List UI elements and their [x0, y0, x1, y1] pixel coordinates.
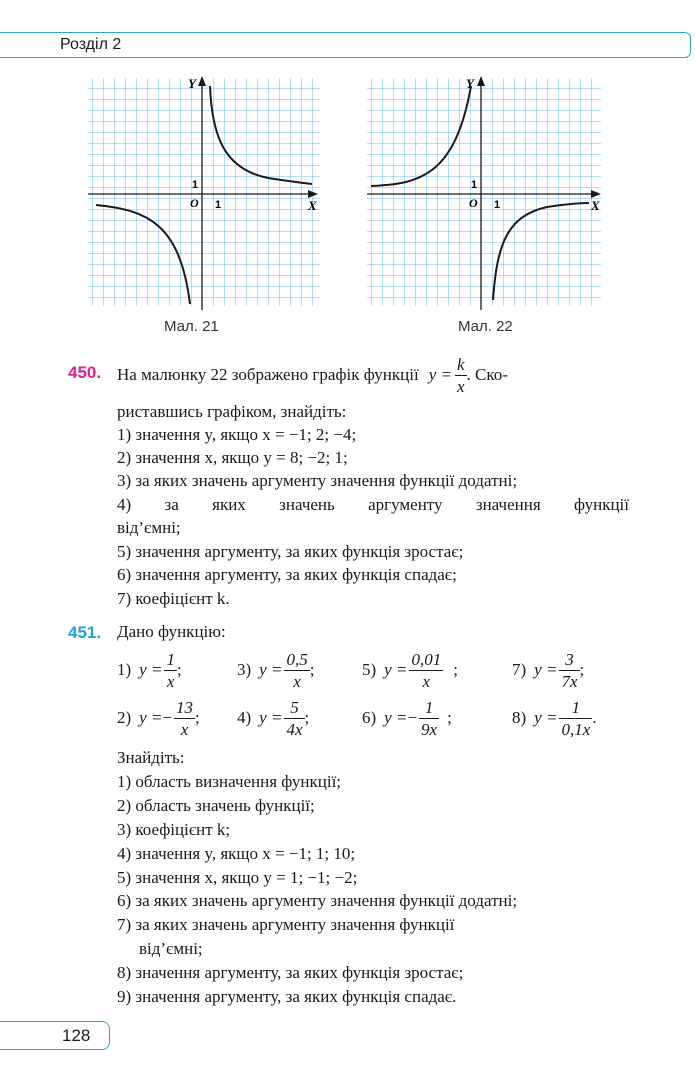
graph-fig22 — [367, 74, 603, 310]
ex451-item-8: 8) значення аргументу, за яких функція зростає; — [117, 963, 464, 982]
fn-label: 5) — [362, 660, 377, 679]
fn-fraction — [284, 651, 309, 690]
ex450-item-1: 1) значення y, якщо x = −1; 2; −4; — [117, 425, 357, 444]
fn-num: 0,01 — [411, 649, 442, 669]
fn-fraction — [174, 699, 195, 738]
ex450-fn-lhs: y = — [428, 365, 452, 384]
ex450-intro-end: . Ско- — [466, 365, 508, 384]
ex450-fn-fraction — [455, 356, 467, 395]
ex450-item-4: 4) за яких значень аргументу значення функції — [117, 495, 629, 514]
fn-den: x — [409, 670, 443, 690]
fn-end: ; — [447, 708, 452, 727]
ex451-item-3: 3) коефіцієнт k; — [117, 820, 231, 839]
ex451-item-7: 7) за яких значень аргументу значення функції — [117, 915, 455, 934]
fn-den: 9x — [421, 719, 438, 739]
ex451-intro: Дано функцію: — [117, 622, 226, 641]
ex451-fn-2 — [117, 694, 200, 742]
fn-lhs: y = — [139, 660, 163, 679]
axis-x-label: X — [308, 198, 317, 213]
axis-y-label: Y — [466, 76, 474, 91]
ex450-item-2: 2) значення x, якщо y = 8; −2; 1; — [117, 448, 348, 467]
fn-end: ; — [176, 660, 182, 679]
caption-fig22: Мал. 22 — [458, 318, 513, 335]
ex450-fn-den: x — [456, 376, 465, 396]
fn-num: 5 — [290, 697, 299, 717]
fn-num: 1 — [571, 697, 581, 717]
page-number: 128 — [62, 1026, 91, 1045]
fn-end: ; — [579, 660, 585, 679]
origin-label: O — [190, 196, 199, 210]
ex450-line2: риставшись графіком, знайдіть: — [117, 402, 347, 421]
fn-end: ; — [309, 660, 315, 679]
fn-fraction — [559, 651, 579, 690]
fn-den: x — [174, 718, 195, 738]
ex451-item-2: 2) область значень функції; — [117, 796, 315, 815]
fn-num: 3 — [565, 649, 574, 669]
page-number-box — [0, 1021, 110, 1050]
ex450-fn-num: k — [456, 354, 465, 374]
ex451-fn-7 — [512, 646, 584, 694]
ex450-item-4-cont: від’ємні; — [117, 518, 181, 537]
ex451-find: Знайдіть: — [117, 748, 185, 767]
tick-x-label: 1 — [215, 199, 222, 211]
fn-fraction — [559, 699, 592, 738]
axis-y-label: Y — [188, 76, 196, 91]
fn-lhs: y = — [534, 708, 558, 727]
fn-label: 7) — [512, 660, 527, 679]
fn-lhs: y = — [384, 708, 408, 727]
fn-lhs: y = — [384, 660, 408, 679]
exercise-number-451: 451. — [68, 623, 102, 642]
fn-label: 6) — [362, 708, 377, 727]
fn-label: 3) — [237, 660, 252, 679]
fn-den: 4x — [286, 719, 303, 739]
fn-lhs: y = — [259, 708, 283, 727]
ex450-intro — [117, 352, 508, 398]
exercise-number-450: 450. — [68, 363, 102, 382]
fn-end: . — [592, 708, 597, 727]
fn-lhs: y = — [534, 660, 558, 679]
ex450-item-3: 3) за яких значень аргументу значення функції додатні; — [117, 471, 518, 490]
ex451-fn-3 — [237, 646, 314, 694]
fn-fraction — [284, 699, 304, 738]
ex451-item-6: 6) за яких значень аргументу значення функції додатні; — [117, 891, 518, 910]
section-title: Розділ 2 — [60, 36, 122, 53]
fn-label: 1) — [117, 660, 132, 679]
fn-den: x — [284, 670, 309, 690]
tick-x-label: 1 — [494, 199, 501, 211]
fn-lhs: y = — [259, 660, 283, 679]
ex450-item-5: 5) значення аргументу, за яких функція зростає; — [117, 542, 464, 561]
fn-end: ; — [195, 708, 200, 727]
fn-num: 1 — [424, 697, 434, 717]
ex451-item-5: 5) значення x, якщо y = 1; −1; −2; — [117, 868, 358, 887]
ex451-fn-6 — [362, 694, 452, 742]
fn-label: 4) — [237, 708, 252, 727]
tick-y-label: 1 — [192, 179, 199, 191]
fn-end: ; — [453, 660, 458, 679]
origin-label: O — [469, 196, 478, 210]
ex450-item-7: 7) коефіцієнт k. — [117, 589, 230, 608]
section-header — [0, 32, 691, 58]
ex451-fn-5 — [362, 646, 458, 694]
fn-num: 0,5 — [286, 649, 308, 669]
tick-y-label: 1 — [471, 179, 478, 191]
graph-fig21 — [88, 74, 320, 310]
fn-fraction — [164, 651, 177, 690]
ex451-fn-8 — [512, 694, 597, 742]
fn-end: ; — [304, 708, 310, 727]
ex451-item-7-cont: від’ємні; — [139, 939, 203, 958]
ex450-item-6: 6) значення аргументу, за яких функція спадає; — [117, 565, 457, 584]
fn-num: 13 — [176, 697, 194, 717]
fn-den: x — [164, 670, 177, 690]
axis-x-label: X — [591, 198, 600, 213]
fn-label: 8) — [512, 708, 527, 727]
fn-den: 7x — [561, 671, 578, 691]
fn-num: 1 — [166, 649, 175, 669]
ex451-item-1: 1) область визначення функції; — [117, 772, 342, 791]
ex451-item-4: 4) значення y, якщо x = −1; 1; 10; — [117, 844, 356, 863]
fn-sign: − — [162, 708, 173, 727]
fn-sign: − — [407, 708, 418, 727]
ex450-intro-text: На малюнку 22 зображено графік функції — [117, 365, 419, 384]
fn-fraction — [409, 651, 443, 690]
caption-fig21: Мал. 21 — [164, 318, 219, 335]
fn-den: 0,1x — [561, 719, 591, 739]
ex451-fn-4 — [237, 694, 309, 742]
fn-fraction — [419, 699, 439, 738]
ex451-fn-1 — [117, 646, 182, 694]
fn-label: 2) — [117, 708, 132, 727]
ex451-item-9: 9) значення аргументу, за яких функція спадає. — [117, 987, 457, 1006]
fn-lhs: y = — [139, 708, 163, 727]
